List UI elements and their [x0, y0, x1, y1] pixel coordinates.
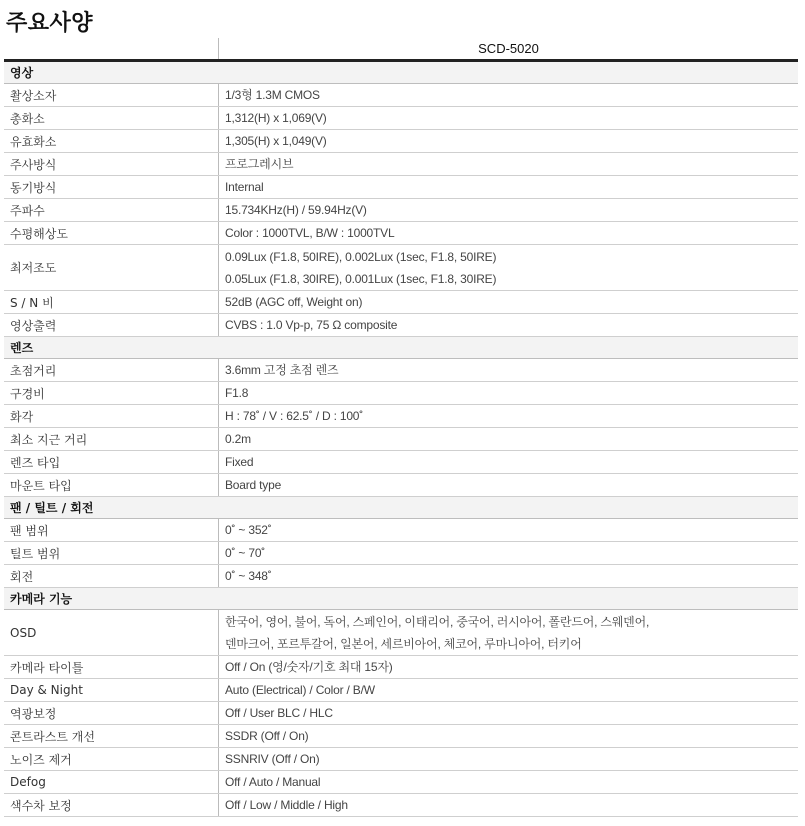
spec-value [219, 428, 798, 450]
spec-row [4, 451, 798, 474]
spec-row [4, 222, 798, 245]
spec-value-line: F1.8 [225, 386, 249, 400]
spec-value [219, 245, 798, 290]
section-header: 팬 / 틸트 / 회전 [4, 497, 798, 519]
spec-value [219, 610, 798, 655]
spec-value [219, 771, 798, 793]
spec-value [219, 702, 798, 724]
spec-value [219, 291, 798, 313]
spec-label: 주사방식 [4, 153, 219, 175]
spec-label: 동기방식 [4, 176, 219, 198]
spec-value-line: 15.734KHz(H) / 59.94Hz(V) [225, 203, 367, 217]
spec-value [219, 153, 798, 175]
spec-value-line: 덴마크어, 포르투갈어, 일본어, 세르비아어, 체코어, 루마니아어, 터키어 [225, 636, 582, 651]
spec-label: 역광보정 [4, 702, 219, 724]
header-blank-cell [4, 38, 219, 59]
spec-label: 마운트 타입 [4, 474, 219, 496]
spec-value [219, 656, 798, 678]
spec-label: 색수차 보정 [4, 794, 219, 816]
spec-row [4, 771, 798, 794]
spec-value-line: 1,305(H) x 1,049(V) [225, 134, 327, 148]
spec-label: S / N 비 [4, 291, 219, 313]
spec-value [219, 382, 798, 404]
spec-row [4, 519, 798, 542]
spec-label: 총화소 [4, 107, 219, 129]
spec-label: 카메라 타이틀 [4, 656, 219, 678]
spec-label: Defog [4, 771, 219, 793]
spec-label: 렌즈 타입 [4, 451, 219, 473]
spec-label: 수평해상도 [4, 222, 219, 244]
spec-value [219, 542, 798, 564]
spec-value-line: Board type [225, 478, 282, 492]
spec-label: 콘트라스트 개선 [4, 725, 219, 747]
spec-value-line: 0.09Lux (F1.8, 50IRE), 0.002Lux (1sec, F1.8, 50IRE) [225, 249, 497, 264]
spec-label: 초점거리 [4, 359, 219, 381]
spec-value-line: 3.6mm 고정 초점 렌즈 [225, 363, 339, 377]
spec-value-line: 프로그레시브 [225, 157, 294, 171]
section-header: 카메라 기능 [4, 588, 798, 610]
spec-value [219, 314, 798, 336]
spec-value [219, 474, 798, 496]
spec-value-line: Fixed [225, 455, 254, 469]
spec-value [219, 405, 798, 427]
spec-value-line: 0˚ ~ 70˚ [225, 546, 266, 560]
spec-row [4, 314, 798, 337]
spec-row [4, 176, 798, 199]
spec-value [219, 84, 798, 106]
spec-value [219, 679, 798, 701]
table-body [4, 62, 798, 817]
model-name: SCD-5020 [478, 41, 539, 56]
spec-label: 구경비 [4, 382, 219, 404]
spec-row [4, 153, 798, 176]
spec-row [4, 542, 798, 565]
spec-value [219, 748, 798, 770]
spec-value-line: SSDR (Off / On) [225, 729, 309, 743]
spec-value-line: Internal [225, 180, 264, 194]
spec-row [4, 199, 798, 222]
spec-label: 팬 범위 [4, 519, 219, 541]
spec-value-line: Off / User BLC / HLC [225, 706, 333, 720]
spec-value-line: Off / Auto / Manual [225, 775, 321, 789]
spec-value [219, 565, 798, 587]
spec-value [219, 199, 798, 221]
spec-row [4, 748, 798, 771]
spec-value-line: SSNRIV (Off / On) [225, 752, 320, 766]
spec-row [4, 245, 798, 291]
section-header: 영상 [4, 62, 798, 84]
spec-value-line: 한국어, 영어, 불어, 독어, 스페인어, 이태리어, 중국어, 러시아어, 폴란드어, 스웨덴어, [225, 614, 650, 629]
spec-row [4, 565, 798, 588]
spec-value-line: Off / Low / Middle / High [225, 798, 348, 812]
spec-label: 틸트 범위 [4, 542, 219, 564]
spec-row [4, 679, 798, 702]
spec-row [4, 474, 798, 497]
spec-row [4, 291, 798, 314]
spec-value-line: CVBS : 1.0 Vp-p, 75 Ω composite [225, 318, 398, 332]
spec-value-line: 0˚ ~ 352˚ [225, 523, 272, 537]
spec-value [219, 519, 798, 541]
spec-value-line: 0˚ ~ 348˚ [225, 569, 272, 583]
spec-value [219, 222, 798, 244]
spec-value-line: 1/3형 1.3M CMOS [225, 88, 320, 102]
spec-row [4, 610, 798, 656]
spec-row [4, 359, 798, 382]
spec-value-line: 1,312(H) x 1,069(V) [225, 111, 327, 125]
spec-value [219, 130, 798, 152]
spec-label: 주파수 [4, 199, 219, 221]
spec-label: 촬상소자 [4, 84, 219, 106]
spec-table [4, 38, 798, 817]
spec-row [4, 130, 798, 153]
spec-label: 최저조도 [4, 245, 219, 290]
spec-row [4, 84, 798, 107]
spec-label: 노이즈 제거 [4, 748, 219, 770]
spec-value [219, 725, 798, 747]
spec-value-line: 0.2m [225, 432, 251, 446]
spec-value [219, 107, 798, 129]
table-header [4, 38, 798, 62]
spec-row [4, 702, 798, 725]
spec-label: 영상출력 [4, 314, 219, 336]
spec-value-line: Color : 1000TVL, B/W : 1000TVL [225, 226, 395, 240]
spec-row [4, 107, 798, 130]
spec-value-line: H : 78˚ / V : 62.5˚ / D : 100˚ [225, 409, 364, 423]
spec-row [4, 382, 798, 405]
spec-value [219, 794, 798, 816]
page-title: 주요사양 [6, 11, 94, 36]
spec-label: OSD [4, 610, 219, 655]
spec-row [4, 794, 798, 817]
spec-row [4, 725, 798, 748]
spec-value [219, 451, 798, 473]
spec-value-line: 0.05Lux (F1.8, 30IRE), 0.001Lux (1sec, F1.8, 30IRE) [225, 271, 497, 286]
spec-row [4, 656, 798, 679]
spec-label: Day & Night [4, 679, 219, 701]
spec-value [219, 359, 798, 381]
spec-label: 최소 지근 거리 [4, 428, 219, 450]
section-header: 렌즈 [4, 337, 798, 359]
spec-row [4, 428, 798, 451]
spec-label: 회전 [4, 565, 219, 587]
spec-value [219, 176, 798, 198]
spec-value-line: Off / On (영/숫자/기호 최대 15자) [225, 660, 393, 674]
spec-label: 화각 [4, 405, 219, 427]
spec-row [4, 405, 798, 428]
spec-label: 유효화소 [4, 130, 219, 152]
spec-value-line: Auto (Electrical) / Color / B/W [225, 683, 375, 697]
spec-value-line: 52dB (AGC off, Weight on) [225, 295, 363, 309]
